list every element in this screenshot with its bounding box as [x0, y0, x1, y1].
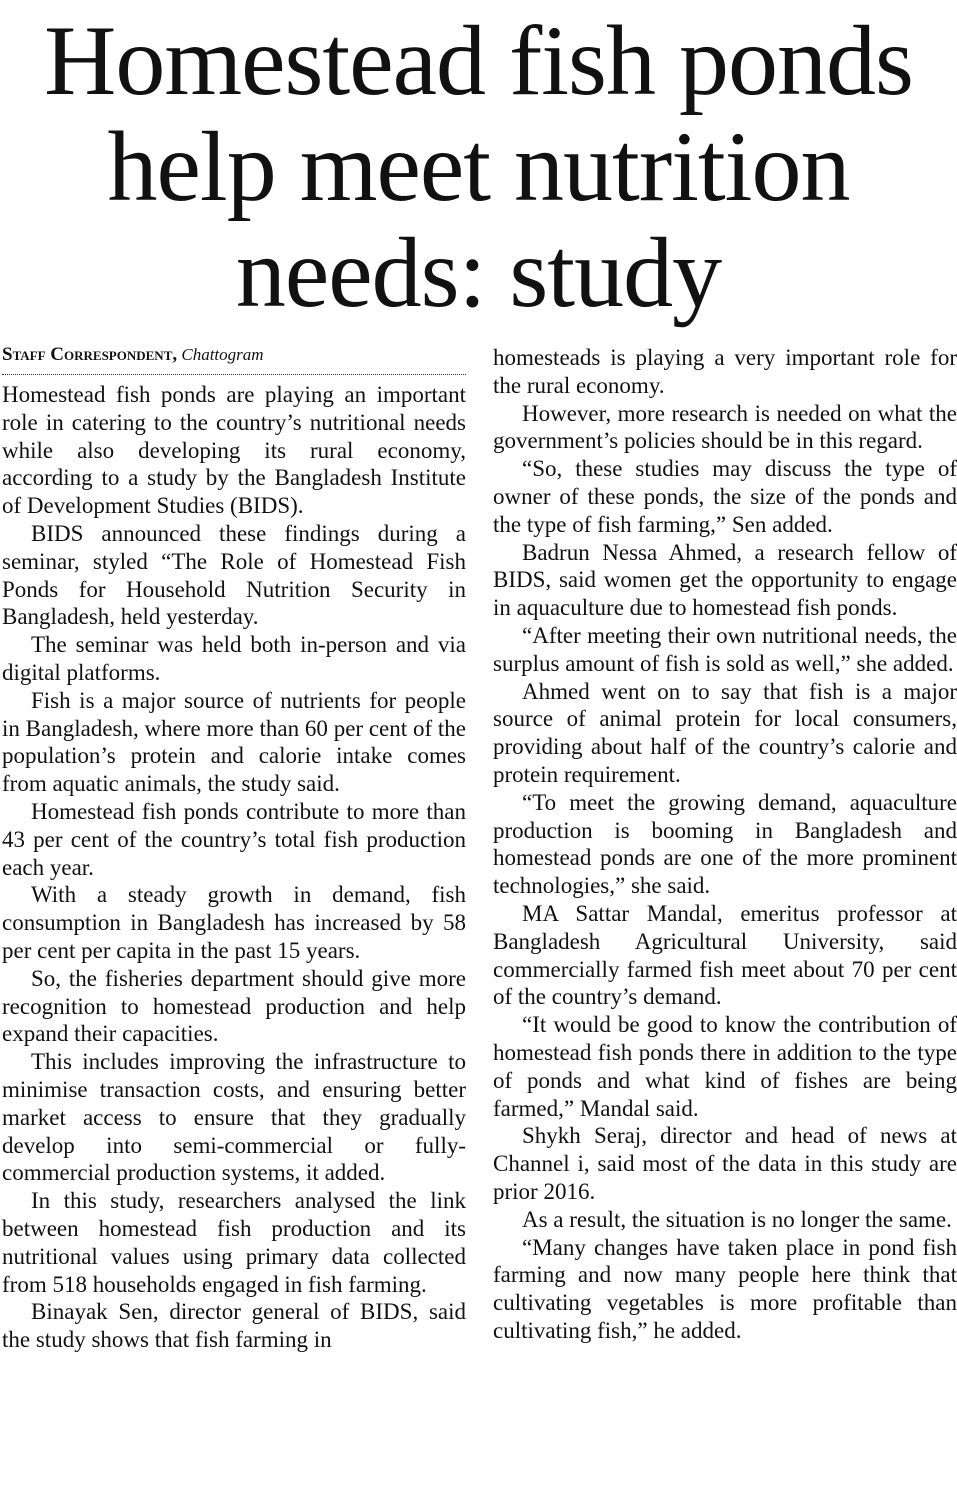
paragraph: The seminar was held both in-person and via digital platforms. [2, 632, 466, 685]
paragraph: Homestead fish ponds are playing an important role in catering to the country’s nutritional needs while also developing its rural economy, according to a study by the Bangladesh Institute of Development Studies (BIDS). [2, 382, 466, 519]
paragraph: This includes improving the infrastructure to minimise transaction costs, and ensuring better market access to ensure that they gradually develop into semi-commercial or fully-commercial production systems, it added. [2, 1049, 466, 1186]
paragraph: Shykh Seraj, director and head of news at Channel i, said most of the data in this study are prior 2016. [493, 1123, 957, 1204]
paragraph: However, more research is needed on what the government’s policies should be in this regard. [493, 400, 957, 454]
paragraph: So, the fisheries department should give more recognition to homestead production and help expand their capacities. [2, 965, 466, 1047]
paragraph: “It would be good to know the contribution of homestead fish ponds there in addition to the type of ponds and what kind of fishes are being farmed,” Mandal said. [493, 1012, 957, 1121]
paragraph: “So, these studies may discuss the type of owner of these ponds, the size of the ponds and the type of fish farming,” Sen added. [493, 456, 957, 537]
byline [2, 344, 466, 375]
paragraph: With a steady growth in demand, fish consumption in Bangladesh has increased by 58 per cent per capita in the past 15 years. [2, 882, 466, 963]
byline-correspondent: Staff Correspondent, [2, 344, 178, 365]
paragraph: homesteads is playing a very important role for the rural economy. [493, 345, 957, 398]
paragraph: Homestead fish ponds contribute to more than 43 per cent of the country’s total fish production each year. [2, 798, 466, 880]
paragraph: Binayak Sen, director general of BIDS, said the study shows that fish farming in [2, 1299, 466, 1353]
article-column-right [493, 344, 957, 1345]
paragraph: In this study, researchers analysed the link between homestead fish production and its nutritional values using primary data collected from 518 households engaged in fish farming. [2, 1188, 466, 1297]
paragraph: “To meet the growing demand, aquaculture production is booming in Bangladesh and homestead ponds are one of the more prominent technologies,” she said. [493, 789, 957, 899]
paragraph: “Many changes have taken place in pond fish farming and now many people here think that cultivating vegetables is more profitable than cultivating fish,” he added. [493, 1234, 957, 1343]
byline-location: Chattogram [181, 345, 264, 364]
paragraph: As a result, the situation is no longer the same. [522, 1206, 952, 1232]
paragraph: Badrun Nessa Ahmed, a research fellow of BIDS, said women get the opportunity to engage in aquaculture due to homestead fish ponds. [493, 539, 957, 621]
headline: Homestead fish ponds help meet nutrition needs: study [44, 5, 913, 328]
paragraph: BIDS announced these findings during a seminar, styled “The Role of Homestead Fish Ponds for Household Nutrition Security in Bangladesh, held yesterday. [2, 520, 466, 630]
paragraph: Ahmed went on to say that fish is a major source of animal protein for local consumers, providing about half of the country’s calorie and protein requirement. [493, 678, 957, 787]
paragraph: Fish is a major source of nutrients for people in Bangladesh, where more than 60 per cent of the population’s protein and calorie intake comes from aquatic animals, the study said. [2, 687, 466, 797]
paragraph: MA Sattar Mandal, emeritus professor at Bangladesh Agricultural University, said commercially farmed fish meet about 70 per cent of the country’s demand. [493, 900, 957, 1010]
article-column-left [2, 344, 466, 1354]
paragraph: “After meeting their own nutritional needs, the surplus amount of fish is sold as well,” she added. [493, 622, 957, 676]
